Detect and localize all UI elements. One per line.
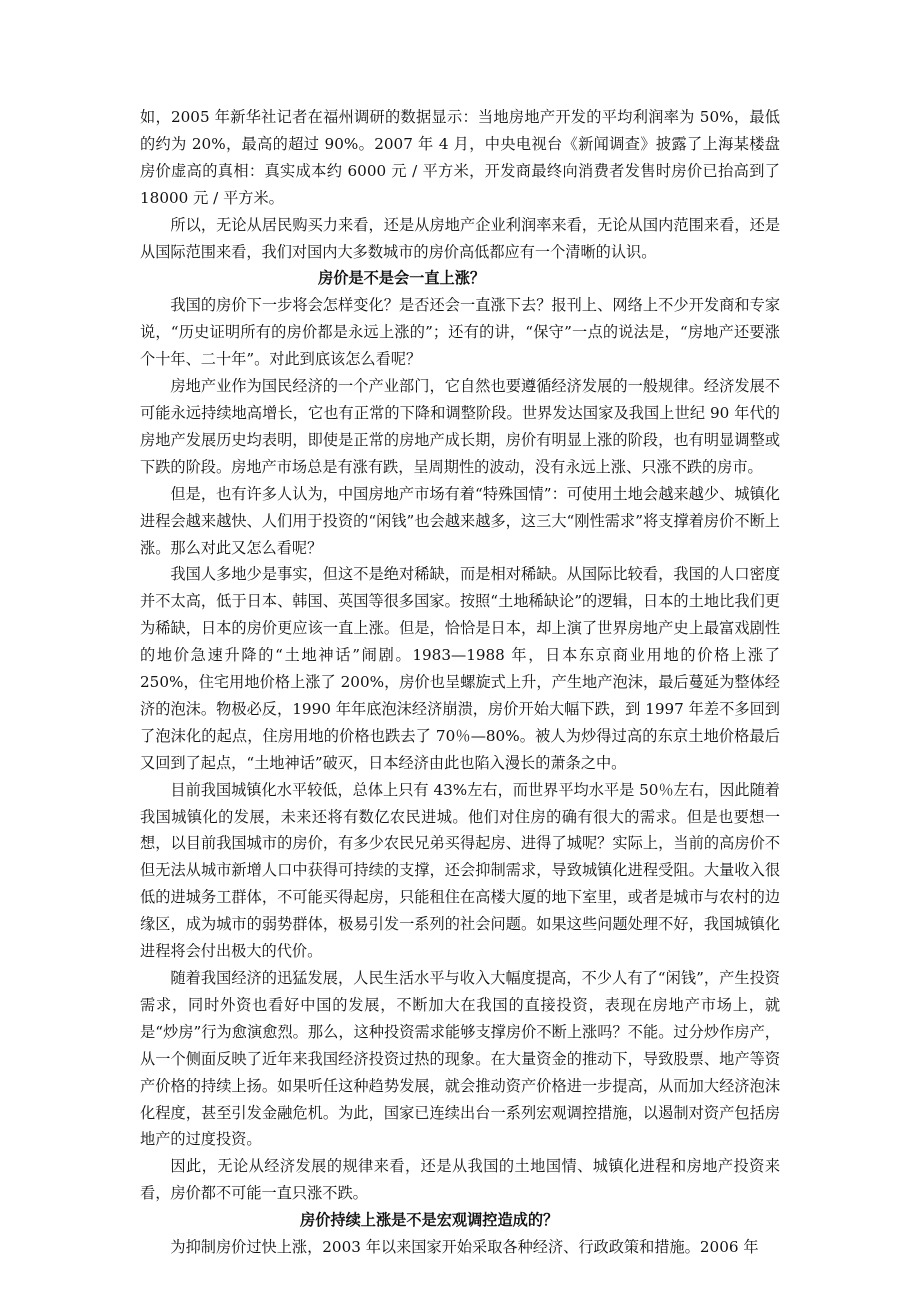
paragraph-6: 我国人多地少是事实，但这不是绝对稀缺，而是相对稀缺。从国际比较看，我国的人口密度并不太高，低于日本、韩国、英国等很多国家。按照“土地稀缺论”的逻辑，日本的土地比我们更为稀缺，日本的房价更应该一直上涨。但是，恰恰是日本，却上演了世界房地产史上最富戏剧性的地价急速升降的“土地神话”闹剧。1983—1988 年，日本东京商业用地的价格上涨了 250%，住宅用地价格上涨了 200%，房价也呈螺旋式上升，产生地产泡沫，最后蔓延为整体经济的泡沫。物极必反，1990 年年底泡沫经济崩溃，房价开始大幅下跌，到 1997 年差不多回到了泡沫化的起点，住房用地的价格也跌去了 70％—80%。被人为炒得过高的东京土地价格最后又回到了起点，“土地神话”破灭，日本经济由此也陷入漫长的萧条之中。 — [140, 565, 780, 772]
paragraph-1: 如，2005 年新华社记者在福州调研的数据显示：当地房地产开发的平均利润率为 50%，最低的约为 20%，最高的超过 90%。2007 年 4 月，中央电视台《新闻调查》披露了上海某楼盘房价虚高的真相：真实成本约 6000 元 / 平方米，开发商最终向消费者发售时房价已抬高到了 18000 元 / 平方米。 — [140, 108, 780, 207]
paragraph-5: 但是，也有许多人认为，中国房地产市场有着“特殊国情”：可使用土地会越来越少、城镇化进程会越来越快、人们用于投资的“闲钱”也会越来越多，这三大“刚性需求”将支撑着房价不断上涨。那么对此又怎么看呢？ — [140, 484, 780, 557]
paragraph-8: 随着我国经济的迅猛发展，人民生活水平与收入大幅度提高，不少人有了“闲钱”，产生投资需求，同时外资也看好中国的发展，不断加大在我国的直接投资，表现在房地产市场上，就是“炒房”行为愈演愈烈。那么，这种投资需求能够支撑房价不断上涨吗？不能。过分炒作房产，从一个侧面反映了近年来我国经济投资过热的现象。在大量资金的推动下，导致股票、地产等资产价格的持续上扬。如果听任这种趋势发展，就会推动资产价格进一步提高，从而加大经济泡沫化程度，甚至引发金融危机。为此，国家已连续出台一系列宏观调控措施，以遏制对资产包括房地产的过度投资。 — [140, 969, 780, 1149]
paragraph-2: 所以，无论从居民购买力来看，还是从房地产企业利润率来看，无论从国内范围来看，还是从国际范围来看，我们对国内大多数城市的房价高低都应有一个清晰的认识。 — [140, 215, 780, 261]
paragraph-4: 房地产业作为国民经济的一个产业部门，它自然也要遵循经济发展的一般规律。经济发展不可能永远持续地高增长，它也有正常的下降和调整阶段。世界发达国家及我国上世纪 90 年代的房地产发展历史均表明，即使是正常的房地产成长期，房价有明显上涨的阶段，也有明显调整或下跌的阶段。房地产市场总是有涨有跌，呈周期性的波动，没有永远上涨、只涨不跌的房市。 — [140, 377, 780, 476]
document-page — [140, 104, 780, 1261]
section-heading-1: 房价是不是会一直上涨？ — [318, 269, 486, 288]
paragraph-7: 目前我国城镇化水平较低，总体上只有 43%左右，而世界平均水平是 50％左右，因此随着我国城镇化的发展，未来还将有数亿农民进城。他们对住房的确有很大的需求。但是也要想一想，以目前我国城市的房价，有多少农民兄弟买得起房、进得了城呢？实际上，当前的高房价不但无法从城市新增人口中获得可持续的支撑，还会抑制需求，导致城镇化进程受阻。大量收入很低的进城务工群体，不可能买得起房，只能租住在高楼大厦的地下室里，或者是城市与农村的边缘区，成为城市的弱势群体，极易引发一系列的社会问题。如果这些问题处理不好，我国城镇化进程将会付出极大的代价。 — [140, 780, 780, 961]
paragraph-10: 为抑制房价过快上涨，2003 年以来国家开始采取各种经济、行政政策和措施。2006 年 — [170, 1238, 759, 1257]
paragraph-9: 因此，无论从经济发展的规律来看，还是从我国的土地国情、城镇化进程和房地产投资来看，房价都不可能一直只涨不跌。 — [140, 1157, 780, 1203]
section-heading-2: 房价持续上涨是不是宏观调控造成的？ — [300, 1211, 559, 1230]
paragraph-3: 我国的房价下一步将会怎样变化？是否还会一直涨下去？报刊上、网络上不少开发商和专家说，“历史证明所有的房价都是永远上涨的”；还有的讲，“保守”一点的说法是，“房地产还要涨个十年、二十年”。对此到底该怎么看呢？ — [140, 296, 780, 369]
